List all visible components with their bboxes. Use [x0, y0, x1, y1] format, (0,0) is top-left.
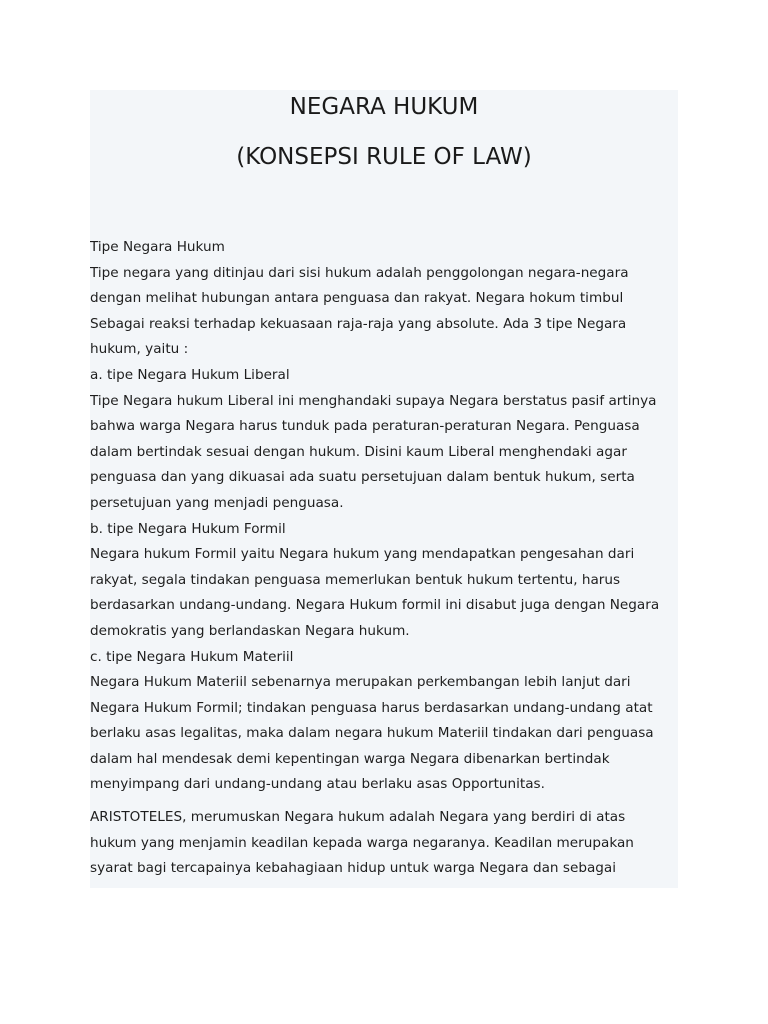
- text-line: dalam bertindak sesuai dengan hukum. Disini kaum Liberal menghendaki agar: [90, 443, 627, 460]
- document-page: [90, 90, 678, 888]
- text-line: Tipe Negara hukum Liberal ini menghandaki supaya Negara berstatus pasif artinya: [90, 392, 657, 409]
- text-line: menyimpang dari undang-undang atau berlaku asas Opportunitas.: [90, 776, 545, 793]
- text-line: Tipe negara yang ditinjau dari sisi hukum adalah penggolongan negara-negara: [90, 264, 629, 281]
- text-line: b. tipe Negara Hukum Formil: [90, 520, 286, 537]
- text-line: bahwa warga Negara harus tunduk pada peraturan-peraturan Negara. Penguasa: [90, 418, 640, 435]
- document-body: [90, 235, 678, 882]
- text-line: hukum, yaitu :: [90, 341, 189, 358]
- paragraph-aristoteles: [90, 805, 678, 882]
- text-line: persetujuan yang menjadi penguasa.: [90, 494, 344, 511]
- text-line: demokratis yang berlandaskan Negara hukum.: [90, 622, 410, 639]
- paragraph-types: [90, 235, 678, 798]
- text-line: ARISTOTELES, merumuskan Negara hukum adalah Negara yang berdiri di atas: [90, 809, 626, 826]
- document-title: NEGARA HUKUM: [289, 94, 479, 120]
- text-line: syarat bagi tercapainya kebahagiaan hidup untuk warga Negara dan sebagai: [90, 860, 617, 877]
- text-line: Tipe Negara Hukum: [90, 239, 225, 255]
- text-line: a. tipe Negara Hukum Liberal: [90, 366, 290, 383]
- text-line: berdasarkan undang-undang. Negara Hukum formil ini disabut juga dengan Negara: [90, 597, 660, 614]
- document-subtitle: (KONSEPSI RULE OF LAW): [236, 144, 532, 170]
- text-line: Negara Hukum Materiil sebenarnya merupakan perkembangan lebih lanjut dari: [90, 674, 631, 691]
- paragraph-gap: [90, 798, 678, 805]
- text-line: hukum yang menjamin keadilan kepada warga negaranya. Keadilan merupakan: [90, 834, 634, 851]
- text-line: Negara hukum Formil yaitu Negara hukum yang mendapatkan pengesahan dari: [90, 546, 635, 563]
- text-line: dengan melihat hubungan antara penguasa dan rakyat. Negara hokum timbul: [90, 290, 624, 307]
- text-line: dalam hal mendesak demi kepentingan warga Negara dibenarkan bertindak: [90, 750, 610, 767]
- text-line: Negara Hukum Formil; tindakan penguasa harus berdasarkan undang-undang atat: [90, 699, 653, 716]
- text-line: berlaku asas legalitas, maka dalam negara hukum Materiil tindakan dari penguasa: [90, 725, 654, 742]
- text-line: Sebagai reaksi terhadap kekuasaan raja-raja yang absolute. Ada 3 tipe Negara: [90, 315, 627, 332]
- text-line: penguasa dan yang dikuasai ada suatu persetujuan dalam bentuk hukum, serta: [90, 469, 635, 486]
- text-line: c. tipe Negara Hukum Materiil: [90, 648, 294, 665]
- text-line: rakyat, segala tindakan penguasa memerlukan bentuk hukum tertentu, harus: [90, 571, 621, 588]
